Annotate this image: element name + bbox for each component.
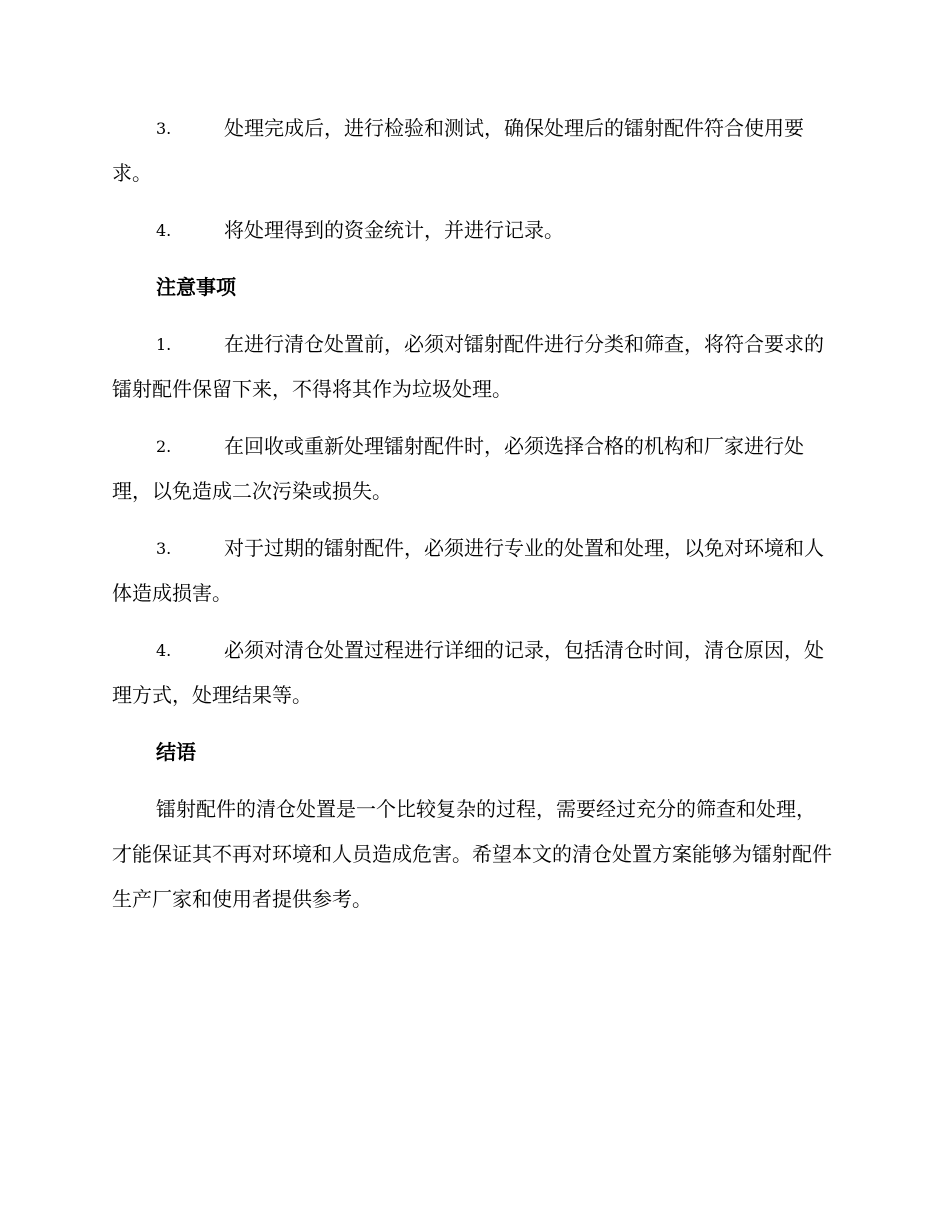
conclusion-paragraph: 镭射配件的清仓处置是一个比较复杂的过程，需要经过充分的筛查和处理，才能保证其不再对环境和人员造成危害。希望本文的清仓处置方案能够为镭射配件生产厂家和使用者提供参考。 xyxy=(112,797,832,911)
list-text: 将处理得到的资金统计，并进行记录。 xyxy=(224,218,564,242)
section-heading-conclusion: 结语 xyxy=(156,740,196,764)
list-text: 在回收或重新处理镭射配件时，必须选择合格的机构和厂家进行处理，以免造成二次污染或损失。 xyxy=(112,434,804,503)
list-number: 2. xyxy=(156,437,172,456)
list-number: 4. xyxy=(156,641,172,660)
list-text: 对于过期的镭射配件，必须进行专业的处置和处理，以免对环境和人体造成损害。 xyxy=(112,536,824,605)
list-number: 1. xyxy=(156,335,172,354)
list-item xyxy=(112,106,834,196)
list-number: 3. xyxy=(156,539,172,558)
list-item xyxy=(112,322,834,412)
list-number: 4. xyxy=(156,221,172,240)
section-heading-notes: 注意事项 xyxy=(156,275,236,299)
document-page xyxy=(112,106,834,922)
list-item xyxy=(112,526,834,616)
list-text: 在进行清仓处置前，必须对镭射配件进行分类和筛查，将符合要求的镭射配件保留下来，不得将其作为垃圾处理。 xyxy=(112,332,824,401)
list-item xyxy=(112,208,834,253)
list-text: 处理完成后，进行检验和测试，确保处理后的镭射配件符合使用要求。 xyxy=(112,116,804,185)
list-item xyxy=(112,424,834,514)
list-item xyxy=(112,628,834,718)
list-text: 必须对清仓处置过程进行详细的记录，包括清仓时间，清仓原因，处理方式，处理结果等。 xyxy=(112,638,824,707)
list-number: 3. xyxy=(156,119,172,138)
